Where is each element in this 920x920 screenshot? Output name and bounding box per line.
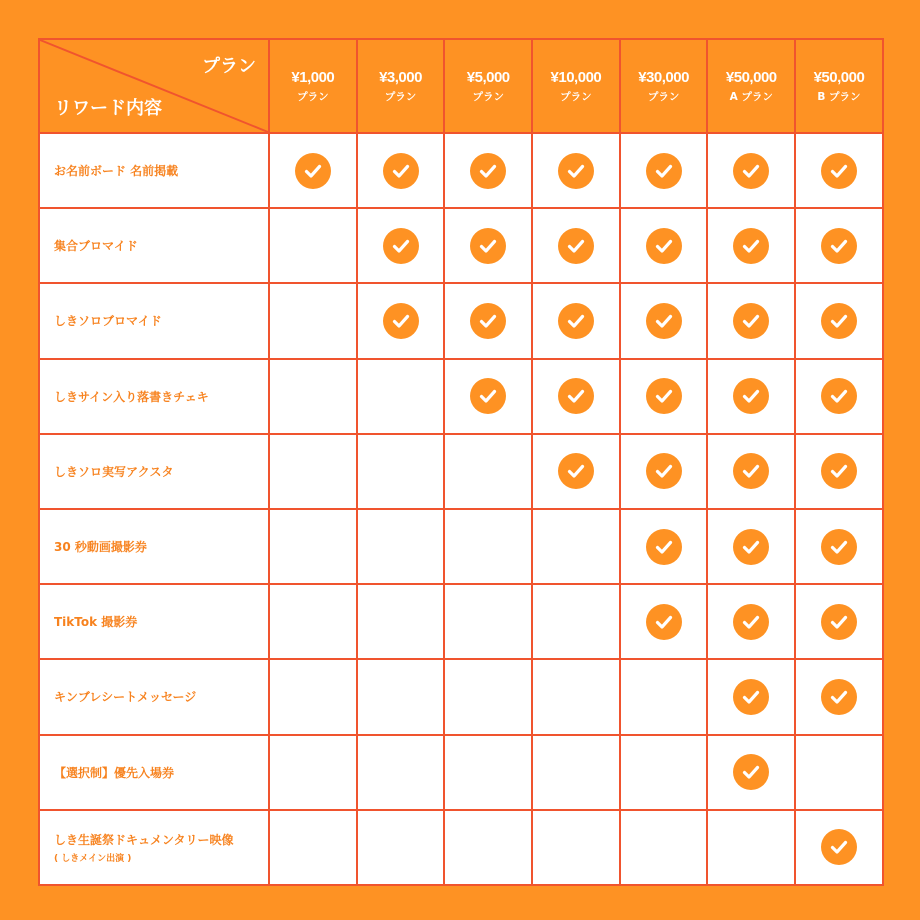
reward-label-cell — [39, 208, 269, 283]
included-cell — [795, 509, 883, 584]
included-cell — [795, 133, 883, 208]
plan-subtitle: プラン — [384, 90, 417, 103]
reward-row — [39, 584, 883, 659]
empty-cell — [269, 283, 357, 358]
check-circle-icon — [295, 153, 331, 189]
plan-header-2 — [357, 39, 445, 133]
included-cell — [707, 283, 795, 358]
included-cell — [620, 434, 708, 509]
plan-price: ¥5,000 — [466, 68, 510, 86]
plan-subtitle: プラン — [560, 90, 592, 103]
included-cell — [532, 133, 620, 208]
check-circle-icon — [646, 604, 682, 640]
reward-label-cell — [39, 810, 269, 885]
included-cell — [532, 434, 620, 509]
empty-cell — [620, 810, 708, 885]
check-circle-icon — [821, 604, 857, 640]
reward-row — [39, 810, 883, 885]
check-circle-icon — [646, 153, 682, 189]
check-circle-icon — [470, 378, 506, 414]
included-cell — [707, 735, 795, 810]
empty-cell — [444, 810, 532, 885]
reward-label: お名前ボード 名前掲載 — [54, 164, 179, 179]
empty-cell — [444, 659, 532, 734]
empty-cell — [532, 659, 620, 734]
empty-cell — [357, 359, 445, 434]
corner-plan-label: プラン — [202, 56, 256, 77]
empty-cell — [532, 735, 620, 810]
reward-label: しきソロ実写アクスタ — [54, 464, 174, 479]
check-circle-icon — [558, 153, 594, 189]
included-cell — [444, 359, 532, 434]
empty-cell — [444, 509, 532, 584]
included-cell — [795, 659, 883, 734]
empty-cell — [269, 810, 357, 885]
reward-label-cell — [39, 359, 269, 434]
header-row — [39, 39, 883, 133]
reward-label-cell — [39, 283, 269, 358]
empty-cell — [795, 735, 883, 810]
empty-cell — [444, 434, 532, 509]
included-cell — [532, 283, 620, 358]
reward-row — [39, 283, 883, 358]
reward-label: 30 秒動画撮影券 — [54, 540, 147, 555]
check-circle-icon — [646, 228, 682, 264]
included-cell — [444, 208, 532, 283]
included-cell — [357, 208, 445, 283]
reward-label-cell — [39, 584, 269, 659]
included-cell — [795, 283, 883, 358]
included-cell — [795, 434, 883, 509]
empty-cell — [269, 434, 357, 509]
plan-price: ¥50,000 — [813, 68, 865, 86]
empty-cell — [269, 659, 357, 734]
empty-cell — [532, 810, 620, 885]
plan-reward-grid — [38, 38, 884, 886]
reward-label: 【選択制】優先入場券 — [54, 765, 175, 780]
reward-row — [39, 735, 883, 810]
included-cell — [357, 133, 445, 208]
empty-cell — [357, 659, 445, 734]
reward-rows — [39, 133, 883, 885]
reward-row — [39, 659, 883, 734]
empty-cell — [357, 735, 445, 810]
reward-label: しきサイン入り落書きチェキ — [54, 389, 209, 404]
reward-row — [39, 359, 883, 434]
check-circle-icon — [383, 153, 419, 189]
empty-cell — [532, 509, 620, 584]
plan-subtitle: プラン — [647, 90, 680, 103]
reward-label: しき生誕祭ドキュメンタリー映像 — [54, 832, 234, 847]
plan-subtitle: B プラン — [817, 90, 861, 103]
empty-cell — [269, 735, 357, 810]
plan-subtitle: プラン — [472, 90, 504, 103]
empty-cell — [357, 509, 445, 584]
plan-price: ¥50,000 — [725, 68, 777, 86]
included-cell — [795, 208, 883, 283]
included-cell — [795, 584, 883, 659]
included-cell — [532, 208, 620, 283]
check-circle-icon — [733, 679, 769, 715]
included-cell — [357, 283, 445, 358]
plan-header-5 — [620, 39, 708, 133]
check-circle-icon — [733, 529, 769, 565]
included-cell — [269, 133, 357, 208]
check-circle-icon — [558, 453, 594, 489]
reward-row — [39, 208, 883, 283]
check-circle-icon — [646, 453, 682, 489]
reward-comparison-table — [38, 38, 882, 884]
included-cell — [707, 509, 795, 584]
plan-price: ¥10,000 — [550, 68, 602, 86]
plan-price: ¥3,000 — [379, 68, 422, 86]
reward-label: TikTok 撮影券 — [54, 615, 138, 630]
included-cell — [532, 359, 620, 434]
check-circle-icon — [383, 228, 419, 264]
reward-label-cell — [39, 434, 269, 509]
included-cell — [444, 133, 532, 208]
included-cell — [620, 509, 708, 584]
check-circle-icon — [470, 303, 506, 339]
reward-row — [39, 133, 883, 208]
included-cell — [707, 659, 795, 734]
included-cell — [795, 810, 883, 885]
check-circle-icon — [821, 829, 857, 865]
empty-cell — [620, 659, 708, 734]
reward-label: キンブレシートメッセージ — [54, 690, 197, 705]
reward-label-cell — [39, 133, 269, 208]
check-circle-icon — [821, 228, 857, 264]
included-cell — [707, 359, 795, 434]
empty-cell — [269, 208, 357, 283]
check-circle-icon — [733, 378, 769, 414]
check-circle-icon — [733, 228, 769, 264]
check-circle-icon — [470, 228, 506, 264]
included-cell — [620, 208, 708, 283]
included-cell — [707, 208, 795, 283]
reward-label-note: ( しきメイン出演 ) — [54, 853, 132, 864]
empty-cell — [357, 434, 445, 509]
included-cell — [620, 359, 708, 434]
empty-cell — [269, 359, 357, 434]
check-circle-icon — [821, 378, 857, 414]
included-cell — [620, 133, 708, 208]
check-circle-icon — [733, 604, 769, 640]
included-cell — [707, 584, 795, 659]
reward-label-cell — [39, 509, 269, 584]
included-cell — [795, 359, 883, 434]
empty-cell — [444, 735, 532, 810]
empty-cell — [532, 584, 620, 659]
check-circle-icon — [383, 303, 419, 339]
reward-row — [39, 434, 883, 509]
check-circle-icon — [821, 453, 857, 489]
check-circle-icon — [733, 453, 769, 489]
empty-cell — [620, 735, 708, 810]
plan-header-4 — [532, 39, 620, 133]
plan-subtitle: A プラン — [729, 90, 773, 103]
plan-price: ¥1,000 — [291, 68, 335, 86]
check-circle-icon — [821, 679, 857, 715]
plan-header-7 — [795, 39, 883, 133]
check-circle-icon — [821, 529, 857, 565]
reward-label-cell — [39, 735, 269, 810]
check-circle-icon — [733, 754, 769, 790]
plan-header-6 — [707, 39, 795, 133]
empty-cell — [707, 810, 795, 885]
check-circle-icon — [470, 153, 506, 189]
included-cell — [620, 283, 708, 358]
check-circle-icon — [558, 378, 594, 414]
check-circle-icon — [558, 228, 594, 264]
plan-price: ¥30,000 — [638, 68, 689, 86]
reward-label: 集合ブロマイド — [54, 239, 138, 254]
empty-cell — [269, 509, 357, 584]
check-circle-icon — [821, 303, 857, 339]
empty-cell — [444, 584, 532, 659]
plan-header-3 — [444, 39, 532, 133]
corner-reward-label: リワード内容 — [54, 98, 162, 119]
check-circle-icon — [821, 153, 857, 189]
plan-header-1 — [269, 39, 357, 133]
check-circle-icon — [733, 153, 769, 189]
empty-cell — [357, 584, 445, 659]
empty-cell — [269, 584, 357, 659]
empty-cell — [357, 810, 445, 885]
reward-row — [39, 509, 883, 584]
included-cell — [444, 283, 532, 358]
check-circle-icon — [733, 303, 769, 339]
check-circle-icon — [558, 303, 594, 339]
included-cell — [707, 133, 795, 208]
included-cell — [620, 584, 708, 659]
check-circle-icon — [646, 378, 682, 414]
included-cell — [707, 434, 795, 509]
corner-cell — [39, 39, 269, 133]
reward-label: しきソロブロマイド — [54, 314, 162, 329]
plan-subtitle: プラン — [297, 90, 329, 103]
reward-label-cell — [39, 659, 269, 734]
check-circle-icon — [646, 529, 682, 565]
check-circle-icon — [646, 303, 682, 339]
